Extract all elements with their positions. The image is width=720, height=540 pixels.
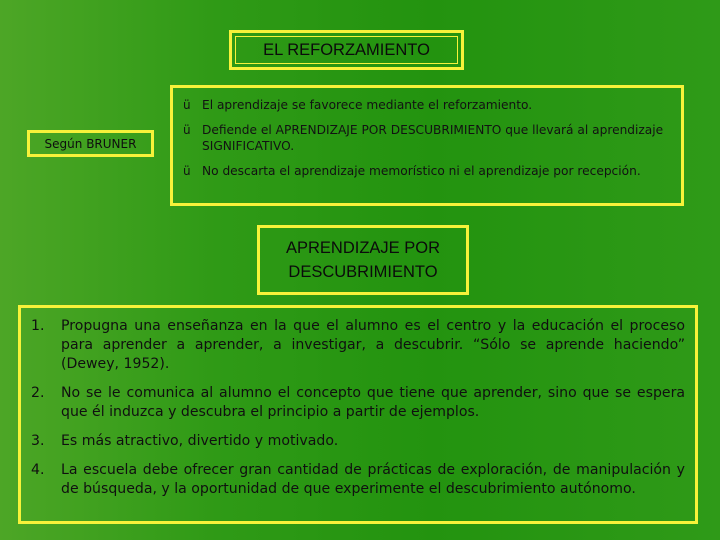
numbered-list-box xyxy=(18,305,698,524)
list-item xyxy=(31,461,685,499)
list-number: 2. xyxy=(31,385,45,401)
list-item-text: La escuela debe ofrecer gran cantidad de prácticas de exploración, de manipulación y de búsqueda, y la oportunidad de que experimente el descubrimiento autónomo. xyxy=(61,462,685,497)
subtitle-line-1: APRENDIZAJE POR xyxy=(285,239,441,257)
page-title: EL REFORZAMIENTO xyxy=(263,40,430,59)
checkmark-icon: ü xyxy=(183,164,191,178)
checkmark-icon: ü xyxy=(183,98,191,112)
subtitle-box xyxy=(257,225,469,295)
side-label: Según BRUNER xyxy=(44,136,137,151)
check-item-text: El aprendizaje se favorece mediante el reforzamiento. xyxy=(202,98,533,112)
list-item-text: Es más atractivo, divertido y motivado. xyxy=(61,433,339,449)
side-label-box xyxy=(27,130,154,157)
list-item xyxy=(31,384,685,422)
list-item xyxy=(31,432,685,451)
list-item-text: Propugna una enseñanza en la que el alumno es el centro y la educación el proceso para aprender a aprender, a investigar, a descubrir. “Sólo se aprende haciendo” (Dewey, 1952). xyxy=(61,318,685,372)
list-number: 1. xyxy=(31,318,45,334)
checkmark-icon: ü xyxy=(183,123,191,137)
check-item xyxy=(183,97,671,113)
title-box xyxy=(229,30,464,70)
list-item-text: No se le comunica al alumno el concepto que tiene que aprender, sino que se espera que él induzca y descubra el principio a partir de ejemplos. xyxy=(61,385,685,420)
check-item-text: No descarta el aprendizaje memorístico ni el aprendizaje por recepción. xyxy=(202,164,641,178)
list-number: 4. xyxy=(31,462,45,478)
check-item-text: Defiende el APRENDIZAJE POR DESCUBRIMIENTO que llevará al aprendizaje SIGNIFICATIVO. xyxy=(202,123,664,153)
list-item xyxy=(31,317,685,374)
list-number: 3. xyxy=(31,433,45,449)
subtitle-line-2: DESCUBRIMIENTO xyxy=(288,263,438,281)
checklist-box xyxy=(170,85,684,206)
check-item xyxy=(183,122,671,154)
check-item xyxy=(183,163,671,179)
